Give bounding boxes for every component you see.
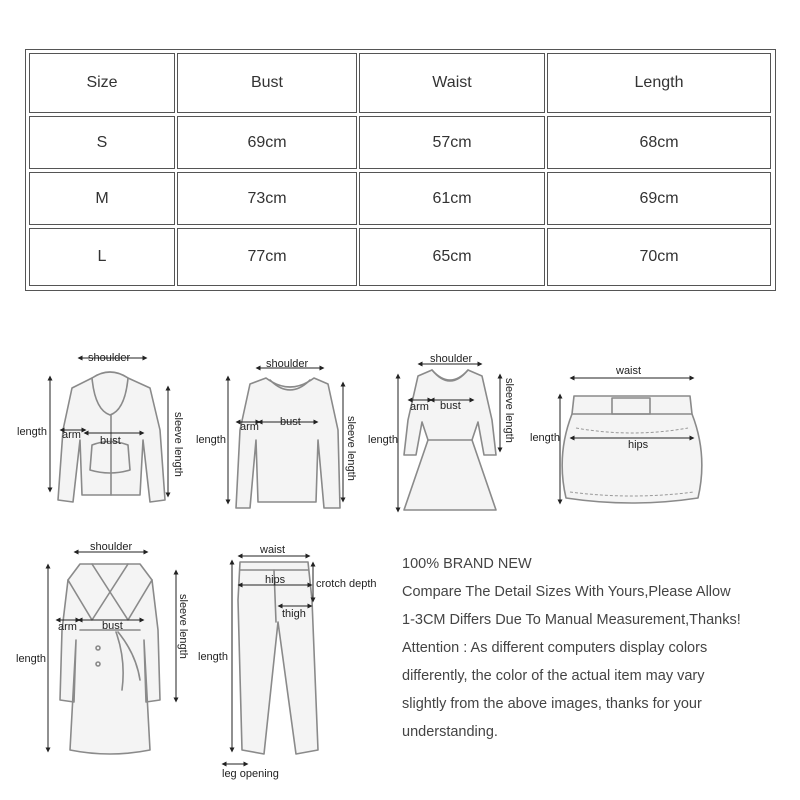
label-hips: hips [265,574,286,586]
label-hips: hips [628,439,649,451]
sweater-diagram [196,358,357,508]
table-cell: 69cm [177,116,357,169]
header-size: Size [29,53,175,113]
label-length: length [530,432,560,444]
header-waist: Waist [359,53,545,113]
label-arm: arm [410,401,429,413]
table-cell: 68cm [547,116,771,169]
label-bust: bust [280,416,301,428]
notice-line: 1-3CM Differs Due To Manual Measurement,Thanks! [402,612,741,628]
table-cell: M [29,172,175,225]
label-sleeve-length: sleeve length [345,416,357,481]
label-bust: bust [102,620,123,632]
table-cell: 70cm [547,228,771,286]
label-length: length [196,434,226,446]
size-table [25,49,776,291]
notice-attention: Attention : As different computers display colors [402,640,708,656]
table-cell: 61cm [359,172,545,225]
header-length: Length [547,53,771,113]
notice-line: Compare The Detail Sizes With Yours,Please Allow [402,584,731,600]
header-bust: Bust [177,53,357,113]
pants-diagram [198,544,377,780]
table-cell: L [29,228,175,286]
notice-line: understanding. [402,724,498,740]
label-sleeve-length: sleeve length [177,594,189,659]
label-bust: bust [100,435,121,447]
table-cell: S [29,116,175,169]
label-waist: waist [616,365,642,377]
label-shoulder: shoulder [430,353,473,365]
label-bust: bust [440,400,461,412]
label-waist: waist [260,544,286,556]
notice-line: differently, the color of the actual item may vary [402,668,705,684]
coat-diagram [16,541,189,754]
dress-diagram [368,353,515,510]
table-cell: 57cm [359,116,545,169]
notice-line: slightly from the above images, thanks for your [402,696,702,712]
table-cell: 73cm [177,172,357,225]
label-sleeve-length: sleeve length [503,378,515,443]
label-length: length [16,653,46,665]
label-shoulder: shoulder [266,358,309,370]
label-sleeve-length: sleeve length [172,412,184,477]
notice-brand-new: 100% BRAND NEW [402,556,532,572]
label-length: length [198,651,228,663]
table-cell: 77cm [177,228,357,286]
table-cell: 69cm [547,172,771,225]
label-length: length [17,426,47,438]
label-length: length [368,434,398,446]
label-shoulder: shoulder [90,541,133,553]
label-arm: arm [58,621,77,633]
label-arm: arm [62,429,81,441]
label-arm: arm [240,421,259,433]
label-leg-opening: leg opening [222,768,279,780]
label-shoulder: shoulder [88,352,131,364]
hoodie-diagram [17,352,184,502]
label-crotch-depth: crotch depth [316,578,377,590]
product-notice [402,550,792,746]
skirt-diagram [530,365,702,503]
table-cell: 65cm [359,228,545,286]
label-thigh: thigh [282,608,306,620]
